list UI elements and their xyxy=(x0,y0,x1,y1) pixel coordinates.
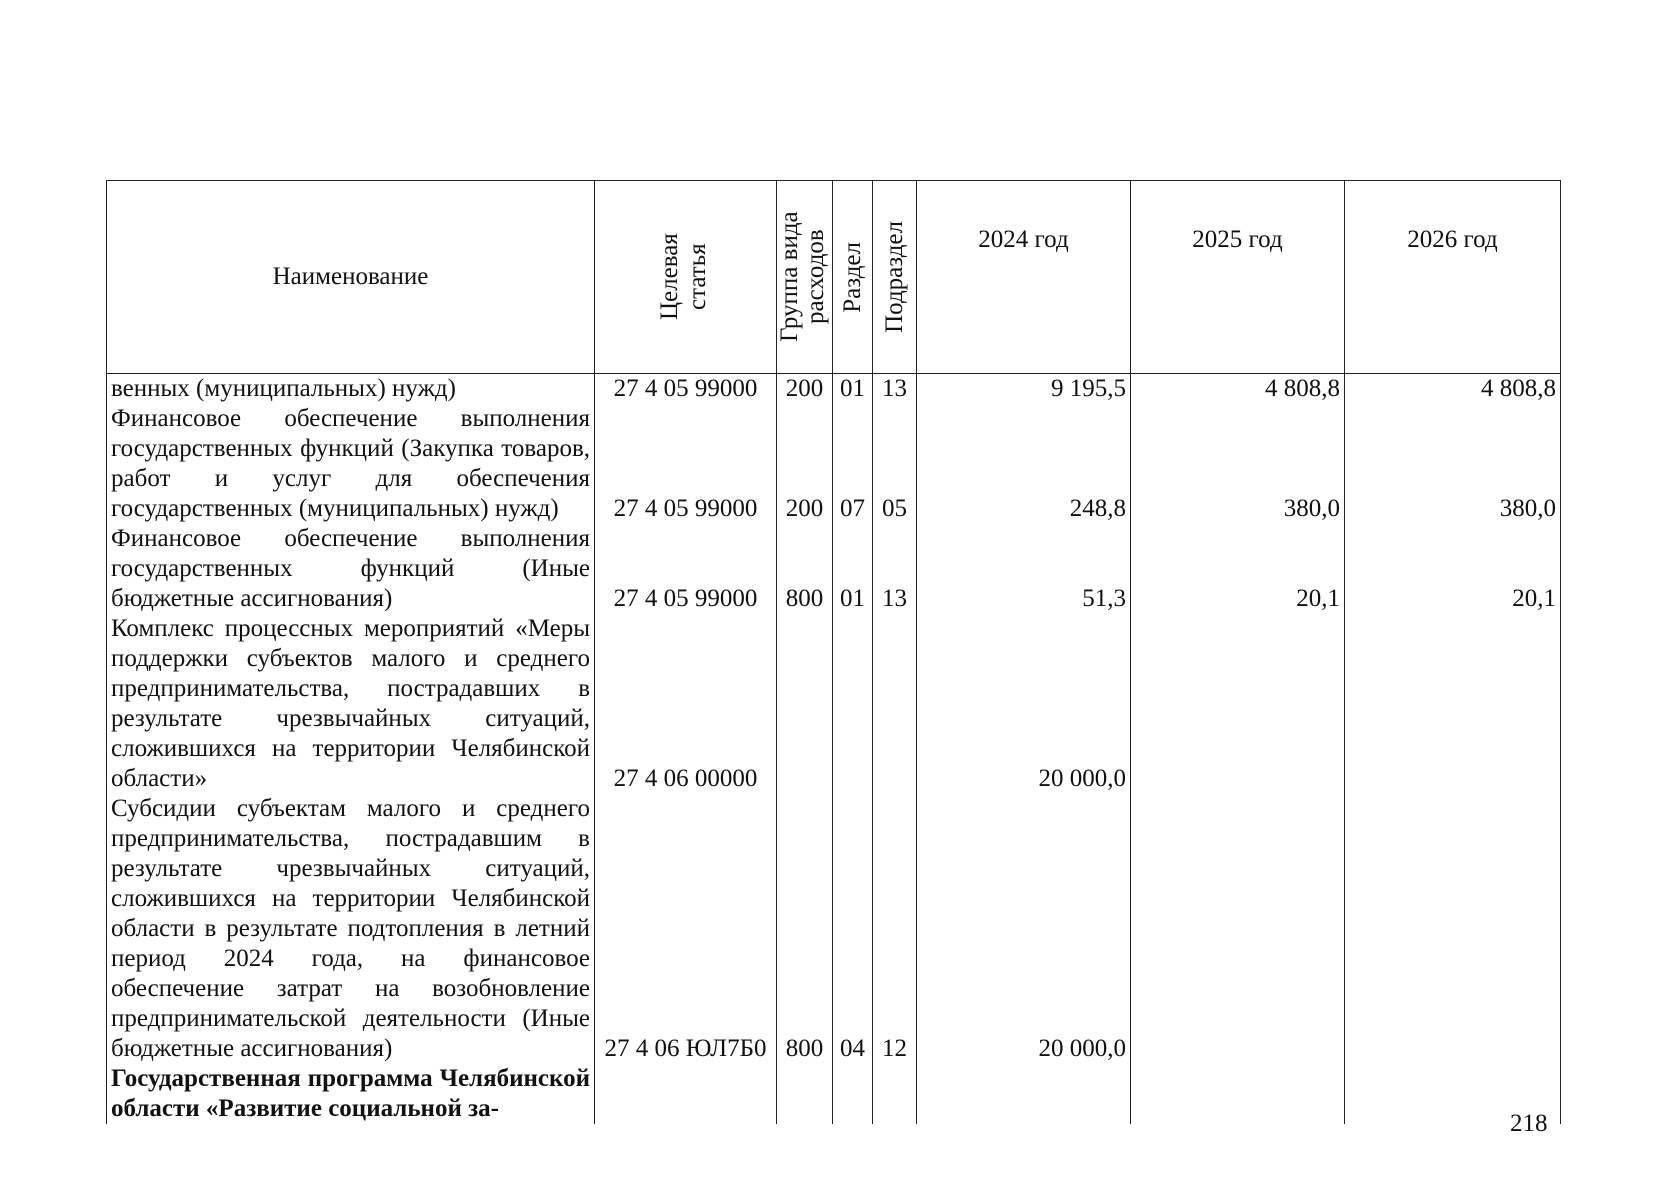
row-2025 xyxy=(1131,1064,1345,1124)
header-year-2025: 2025 год xyxy=(1131,181,1345,374)
row-2025: 20,1 xyxy=(1131,524,1345,614)
row-2024: 20 000,0 xyxy=(917,794,1131,1064)
row-subsection: 05 xyxy=(873,404,917,524)
row-name: Субсидии субъектам малого и среднего предпринимательства, пострадавшим в результате чрезвычайных ситуаций, сложившихся на территории Челябинской области в результате подтопления в летний период 2024 года, на финансовое обеспечение затрат на возобновление предпринимательской деятельности (Иные бюджетные ассигнования) xyxy=(107,794,595,1064)
row-section: 01 xyxy=(833,524,873,614)
row-2026 xyxy=(1345,794,1561,1064)
row-2026: 4 808,8 xyxy=(1345,374,1561,405)
row-name: Финансовое обеспечение выполнения государственных функций (Закупка товаров, работ и услуг для обеспечения государственных (муниципальных) нужд) xyxy=(107,404,595,524)
row-section: 04 xyxy=(833,794,873,1064)
header-row xyxy=(107,181,1561,374)
row-name: Комплекс процессных мероприятий «Меры поддержки субъектов малого и среднего предпринимательства, пострадавших в результате чрезвычайных ситуаций, сложившихся на территории Челябинской области» xyxy=(107,614,595,794)
row-target: 27 4 06 ЮЛ7Б0 xyxy=(595,794,777,1064)
row-group: 200 xyxy=(777,374,833,405)
row-target: 27 4 05 99000 xyxy=(595,374,777,405)
header-name: Наименование xyxy=(107,181,595,374)
header-subsection xyxy=(873,181,917,374)
row-2025 xyxy=(1131,614,1345,794)
row-group: 800 xyxy=(777,794,833,1064)
budget-table xyxy=(106,180,1561,1124)
row-2024: 9 195,5 xyxy=(917,374,1131,405)
row-2024: 51,3 xyxy=(917,524,1131,614)
row-target: 27 4 06 00000 xyxy=(595,614,777,794)
row-2026: 20,1 xyxy=(1345,524,1561,614)
header-section xyxy=(833,181,873,374)
page-number: 218 xyxy=(1510,1110,1548,1137)
header-target-article-label: Целевая статья xyxy=(655,233,711,321)
row-target: 27 4 05 99000 xyxy=(595,524,777,614)
header-expense-group-label: Группа вида расходов xyxy=(776,211,829,343)
row-subsection: 13 xyxy=(873,374,917,405)
row-group xyxy=(777,1064,833,1124)
row-2025 xyxy=(1131,794,1345,1064)
row-2024 xyxy=(917,1064,1131,1124)
table-row xyxy=(107,1064,1561,1124)
row-2025: 4 808,8 xyxy=(1131,374,1345,405)
row-subsection: 12 xyxy=(873,794,917,1064)
row-section: 01 xyxy=(833,374,873,405)
row-section: 07 xyxy=(833,404,873,524)
row-2026 xyxy=(1345,614,1561,794)
header-year-2024: 2024 год xyxy=(917,181,1131,374)
row-target xyxy=(595,1064,777,1124)
row-name: венных (муниципальных) нужд) xyxy=(107,374,595,405)
row-group: 200 xyxy=(777,404,833,524)
row-section xyxy=(833,614,873,794)
row-2026: 380,0 xyxy=(1345,404,1561,524)
table-row xyxy=(107,404,1561,524)
header-subsection-label: Подраздел xyxy=(880,221,908,333)
table-row xyxy=(107,794,1561,1064)
row-2024: 20 000,0 xyxy=(917,614,1131,794)
row-group: 800 xyxy=(777,524,833,614)
row-name: Финансовое обеспечение выполнения государственных функций (Иные бюджетные ассигнования) xyxy=(107,524,595,614)
header-year-2026: 2026 год xyxy=(1345,181,1561,374)
row-group xyxy=(777,614,833,794)
row-target: 27 4 05 99000 xyxy=(595,404,777,524)
header-target-article xyxy=(595,181,777,374)
row-subsection xyxy=(873,614,917,794)
row-2024: 248,8 xyxy=(917,404,1131,524)
table-row xyxy=(107,524,1561,614)
row-subsection: 13 xyxy=(873,524,917,614)
header-expense-group xyxy=(777,181,833,374)
row-2025: 380,0 xyxy=(1131,404,1345,524)
row-name: Государственная программа Челябинской области «Развитие социальной за- xyxy=(107,1064,595,1124)
table-row xyxy=(107,614,1561,794)
row-section xyxy=(833,1064,873,1124)
table-row xyxy=(107,374,1561,405)
header-section-label: Раздел xyxy=(838,241,866,313)
row-subsection xyxy=(873,1064,917,1124)
